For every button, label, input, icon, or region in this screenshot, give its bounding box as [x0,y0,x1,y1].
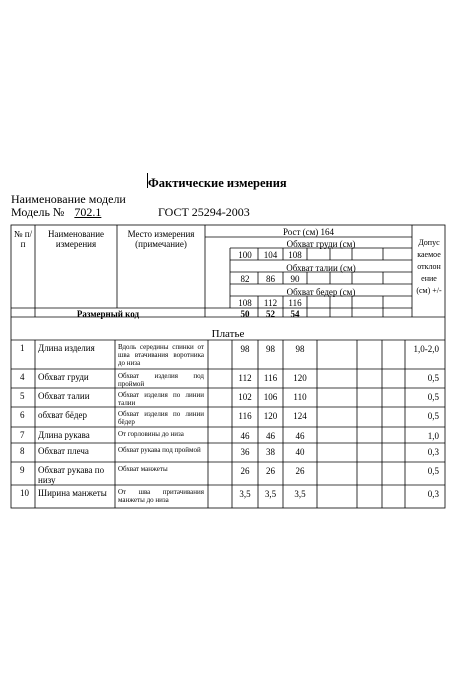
size-value-2: 52 [266,309,275,319]
row-number: 8 [20,446,25,456]
measurement-name: Обхват талии [38,391,90,401]
tolerance-value: 0,5 [427,373,439,383]
tolerance-value: 0,3 [427,489,439,499]
size-value-3: 54 [290,309,300,319]
measurement-place: Обхват рукава под проймой [118,446,201,454]
size-52-value: 106 [263,392,278,402]
row-number: 4 [20,372,25,382]
measurement-place: Обхват манжеты [118,465,168,473]
size-54-value: 120 [293,373,307,383]
size-52-value: 26 [266,466,275,476]
measurement-name: обхват бёдер [38,410,87,420]
row-number: 5 [20,391,25,401]
waist-header: Обхват талии (см) [286,263,356,273]
row-number: 6 [20,410,25,420]
chest-value-2: 104 [263,250,278,260]
size-50-value: 102 [238,392,252,402]
size-50-value: 3,5 [239,489,251,499]
hips-header: Обхват бедер (см) [286,287,356,297]
chest-value-1: 100 [238,250,252,260]
hips-value-3: 116 [288,298,302,308]
chest-value-3: 108 [288,250,302,260]
section-title: Платье [211,328,245,340]
col-no-header: № п/п [13,229,33,249]
size-54-value: 98 [295,344,305,354]
height-header: Рост (см) 164 [282,227,335,237]
size-50-value: 26 [240,466,250,476]
tolerance-value: 0,5 [427,392,439,402]
col-place-header: Место измерения (примечание) [127,229,195,249]
measurement-place: Обхват изделия по линии талии [118,391,204,407]
row-number: 7 [20,430,25,440]
row-number: 9 [20,465,25,475]
measurement-place: Обхват изделия под проймой [118,372,204,388]
size-52-value: 38 [266,447,275,457]
tolerance-value: 0,5 [427,411,439,421]
waist-value-2: 86 [266,274,275,284]
size-52-value: 98 [266,344,275,354]
size-54-value: 3,5 [294,489,306,499]
size-54-value: 26 [295,466,305,476]
size-50-value: 112 [238,373,252,383]
measurement-name: Обхват плеча [38,446,89,456]
measurement-place: Обхват изделия по линии бёдер [118,410,204,426]
size-54-value: 110 [293,392,307,402]
size-50-value: 36 [240,447,250,457]
size-50-value: 116 [238,411,252,421]
col-name-header: Наименование измерения [47,229,105,249]
size-value-1: 50 [240,309,250,319]
measurement-name: Длина рукава [38,430,90,440]
chest-header: Обхват груди (см) [286,239,356,249]
tolerance-value: 0,3 [427,447,439,457]
waist-value-3: 90 [290,274,300,284]
tolerance-value: 0,5 [427,466,439,476]
model-label: Модель № [11,205,65,219]
document-title: Фактические измерения [148,176,287,190]
measurement-name: Длина изделия [38,343,95,353]
size-50-value: 98 [240,344,250,354]
size-52-value: 116 [263,373,278,383]
waist-value-1: 82 [240,274,250,284]
size-52-value: 120 [263,411,278,421]
measurement-place: Вдоль середины спинки от шва втачивания воротника до низа [118,343,204,367]
tolerance-value: 1,0-2,0 [413,344,439,354]
tolerance-header: Допус каемое отклон ение (см) +/- [416,238,442,295]
row-number: 1 [20,343,25,353]
hips-value-2: 112 [263,298,278,308]
measurement-name: Обхват рукава по низу [38,465,105,485]
hips-value-1: 108 [238,298,252,308]
size-54-value: 40 [295,447,305,457]
measurement-name: Ширина манжеты [38,488,107,498]
model-name-label: Наименование модели [11,192,126,206]
size-code-label: Размерный код [76,309,140,319]
measurement-place: От шва притачивания манжеты до низа [118,488,204,504]
size-54-value: 46 [295,431,305,441]
measurement-place: От горловины до низа [118,430,184,438]
row-number: 10 [20,488,29,498]
gost-standard: ГОСТ 25294-2003 [158,205,250,219]
size-52-value: 3,5 [264,489,277,499]
size-50-value: 46 [240,431,250,441]
tolerance-value: 1,0 [427,431,439,441]
measurement-name: Обхват груди [38,372,89,382]
size-54-value: 124 [293,411,307,421]
model-number: 702.1 [74,205,102,219]
size-52-value: 46 [266,431,275,441]
